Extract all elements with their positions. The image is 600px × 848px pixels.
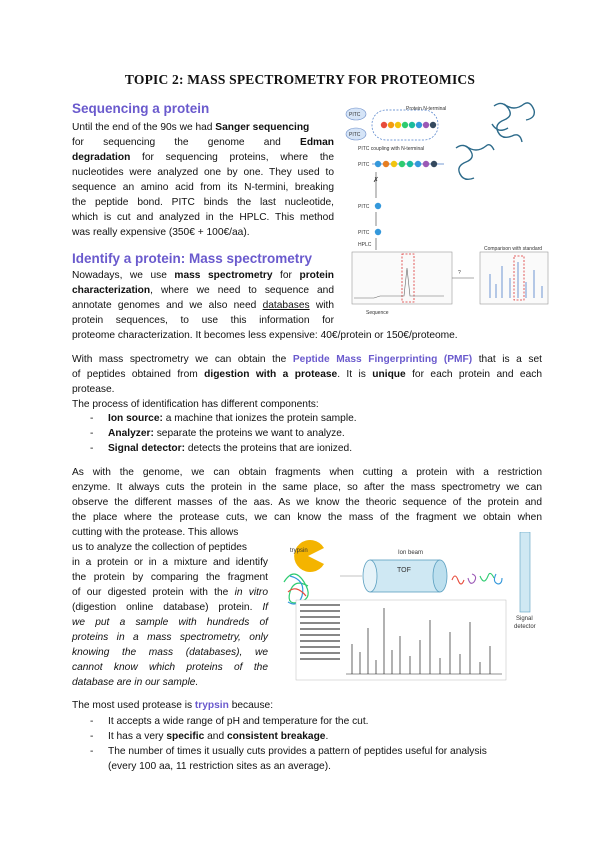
pitc-label-2: PITC xyxy=(349,132,361,138)
components-list xyxy=(72,411,542,456)
trypsin-paragraph: The most used protease is trypsin because: xyxy=(72,700,274,711)
hplc-label: HPLC xyxy=(358,242,372,248)
trypsin-icon xyxy=(294,540,324,572)
pitc-label-5: PITC xyxy=(358,230,370,236)
coupling-label: PITC coupling with N-terminal xyxy=(358,146,425,152)
list-item: - Analyzer: separate the proteins we want to analyze. xyxy=(72,426,542,441)
identify-paragraph: Nowadays, we use mass spectrometry for protein characterization, where we need to sequence and annotate genomes and we also need databases with protein sequences, to use this information for xyxy=(72,270,335,326)
mass-spectrometry-figure xyxy=(280,532,542,682)
list-item: - It accepts a wide range of pH and temperature for the cut. xyxy=(72,714,542,729)
tof-tube xyxy=(370,560,440,592)
section-heading-sequencing: Sequencing a protein xyxy=(72,101,210,116)
section-heading-identify: Identify a protein: Mass spectrometry xyxy=(72,251,313,266)
trypsin-list xyxy=(72,714,542,774)
cut-mark: ✗ xyxy=(373,177,379,184)
detector-label: detector xyxy=(514,624,536,630)
fragment-paragraph-column: cutting with the protease. This allows us to analyze the collection of peptides in a protein or in a mixture and identify the protein by comparing the fragment of our digested protein with the in vitro (digestion online database) protein. If we put a sample with hundreds of proteins in a mass spectrometry, only knowing the mass (databases), we cannot know which proteins of the database are in our sample. xyxy=(72,527,268,688)
list-item: - It has a very specific and consistent breakage. xyxy=(72,729,542,744)
sequencing-paragraph: Until the end of the 90s we had Sanger sequencing for sequencing the genome and Edman degradation for sequencing proteins, where the nucleotides were analyzed one by one. They used to sequence an amino acid from its N-termini, breaking the peptide bond. PITC binds the last nucleotide, which is cut and analyzed in the HPLC. This method was really expensive (350€ + 100€/aa). xyxy=(72,122,334,238)
tof-label: TOF xyxy=(397,567,411,574)
edman-degradation-figure xyxy=(344,98,550,318)
list-item: - The number of times it usually cuts provides a pattern of peptides useful for analysis (every 100 aa, 11 restriction sites as an average). xyxy=(72,744,542,774)
identify-paragraph-end: proteome characterization. It becomes less expensive: 40€/protein or 150€/proteome. xyxy=(72,330,458,341)
pitc-label-4: PITC xyxy=(358,204,370,210)
ion-beam-label: Ion beam xyxy=(398,550,424,556)
list-item: - Ion source: a machine that ionizes the protein sample. xyxy=(72,411,542,426)
released-aa-2 xyxy=(375,229,381,235)
compare-label-short: ? xyxy=(458,270,461,276)
protein-structure-icon-2 xyxy=(456,145,494,180)
n-terminal-label: Protein N-terminal xyxy=(406,106,447,112)
tangled-protein-icon xyxy=(284,574,308,604)
released-aa xyxy=(375,203,381,209)
fragment-paragraph: As with the genome, we can obtain fragments when cutting a protein with a restriction enzyme. It always cuts the protein in the same place, so after the mass spectrometry we can observe the different masses of the aas. As we know the theoric sequence of the protein and the place where the protease cuts, we can know the mass of the fragment we obtain when xyxy=(72,467,542,523)
coupled-chain xyxy=(358,161,444,168)
signal-detector xyxy=(520,532,530,612)
sequence-label: Sequence xyxy=(366,310,389,316)
compare-label: Comparison with standard xyxy=(484,246,543,252)
pitc-label-1: PITC xyxy=(349,112,361,118)
peptide-chain-beads xyxy=(381,122,436,128)
svg-text:PITC: PITC xyxy=(358,162,370,168)
signal-label: Signal xyxy=(516,616,533,622)
page-title: TOPIC 2: MASS SPECTROMETRY FOR PROTEOMICS xyxy=(124,72,476,87)
pmf-paragraph: With mass spectrometry we can obtain the Peptide Mass Fingerprinting (PMF) that is a set of peptides obtained from digestion with a protease. It is unique for each protein and each protease. The process of identification has different components: xyxy=(72,354,542,410)
protein-structure-icon xyxy=(492,103,534,142)
list-item: - Signal detector: detects the proteins that are ionized. xyxy=(72,441,542,456)
peptide-fragments xyxy=(452,573,502,584)
trypsin-label: trypsin xyxy=(290,548,308,554)
